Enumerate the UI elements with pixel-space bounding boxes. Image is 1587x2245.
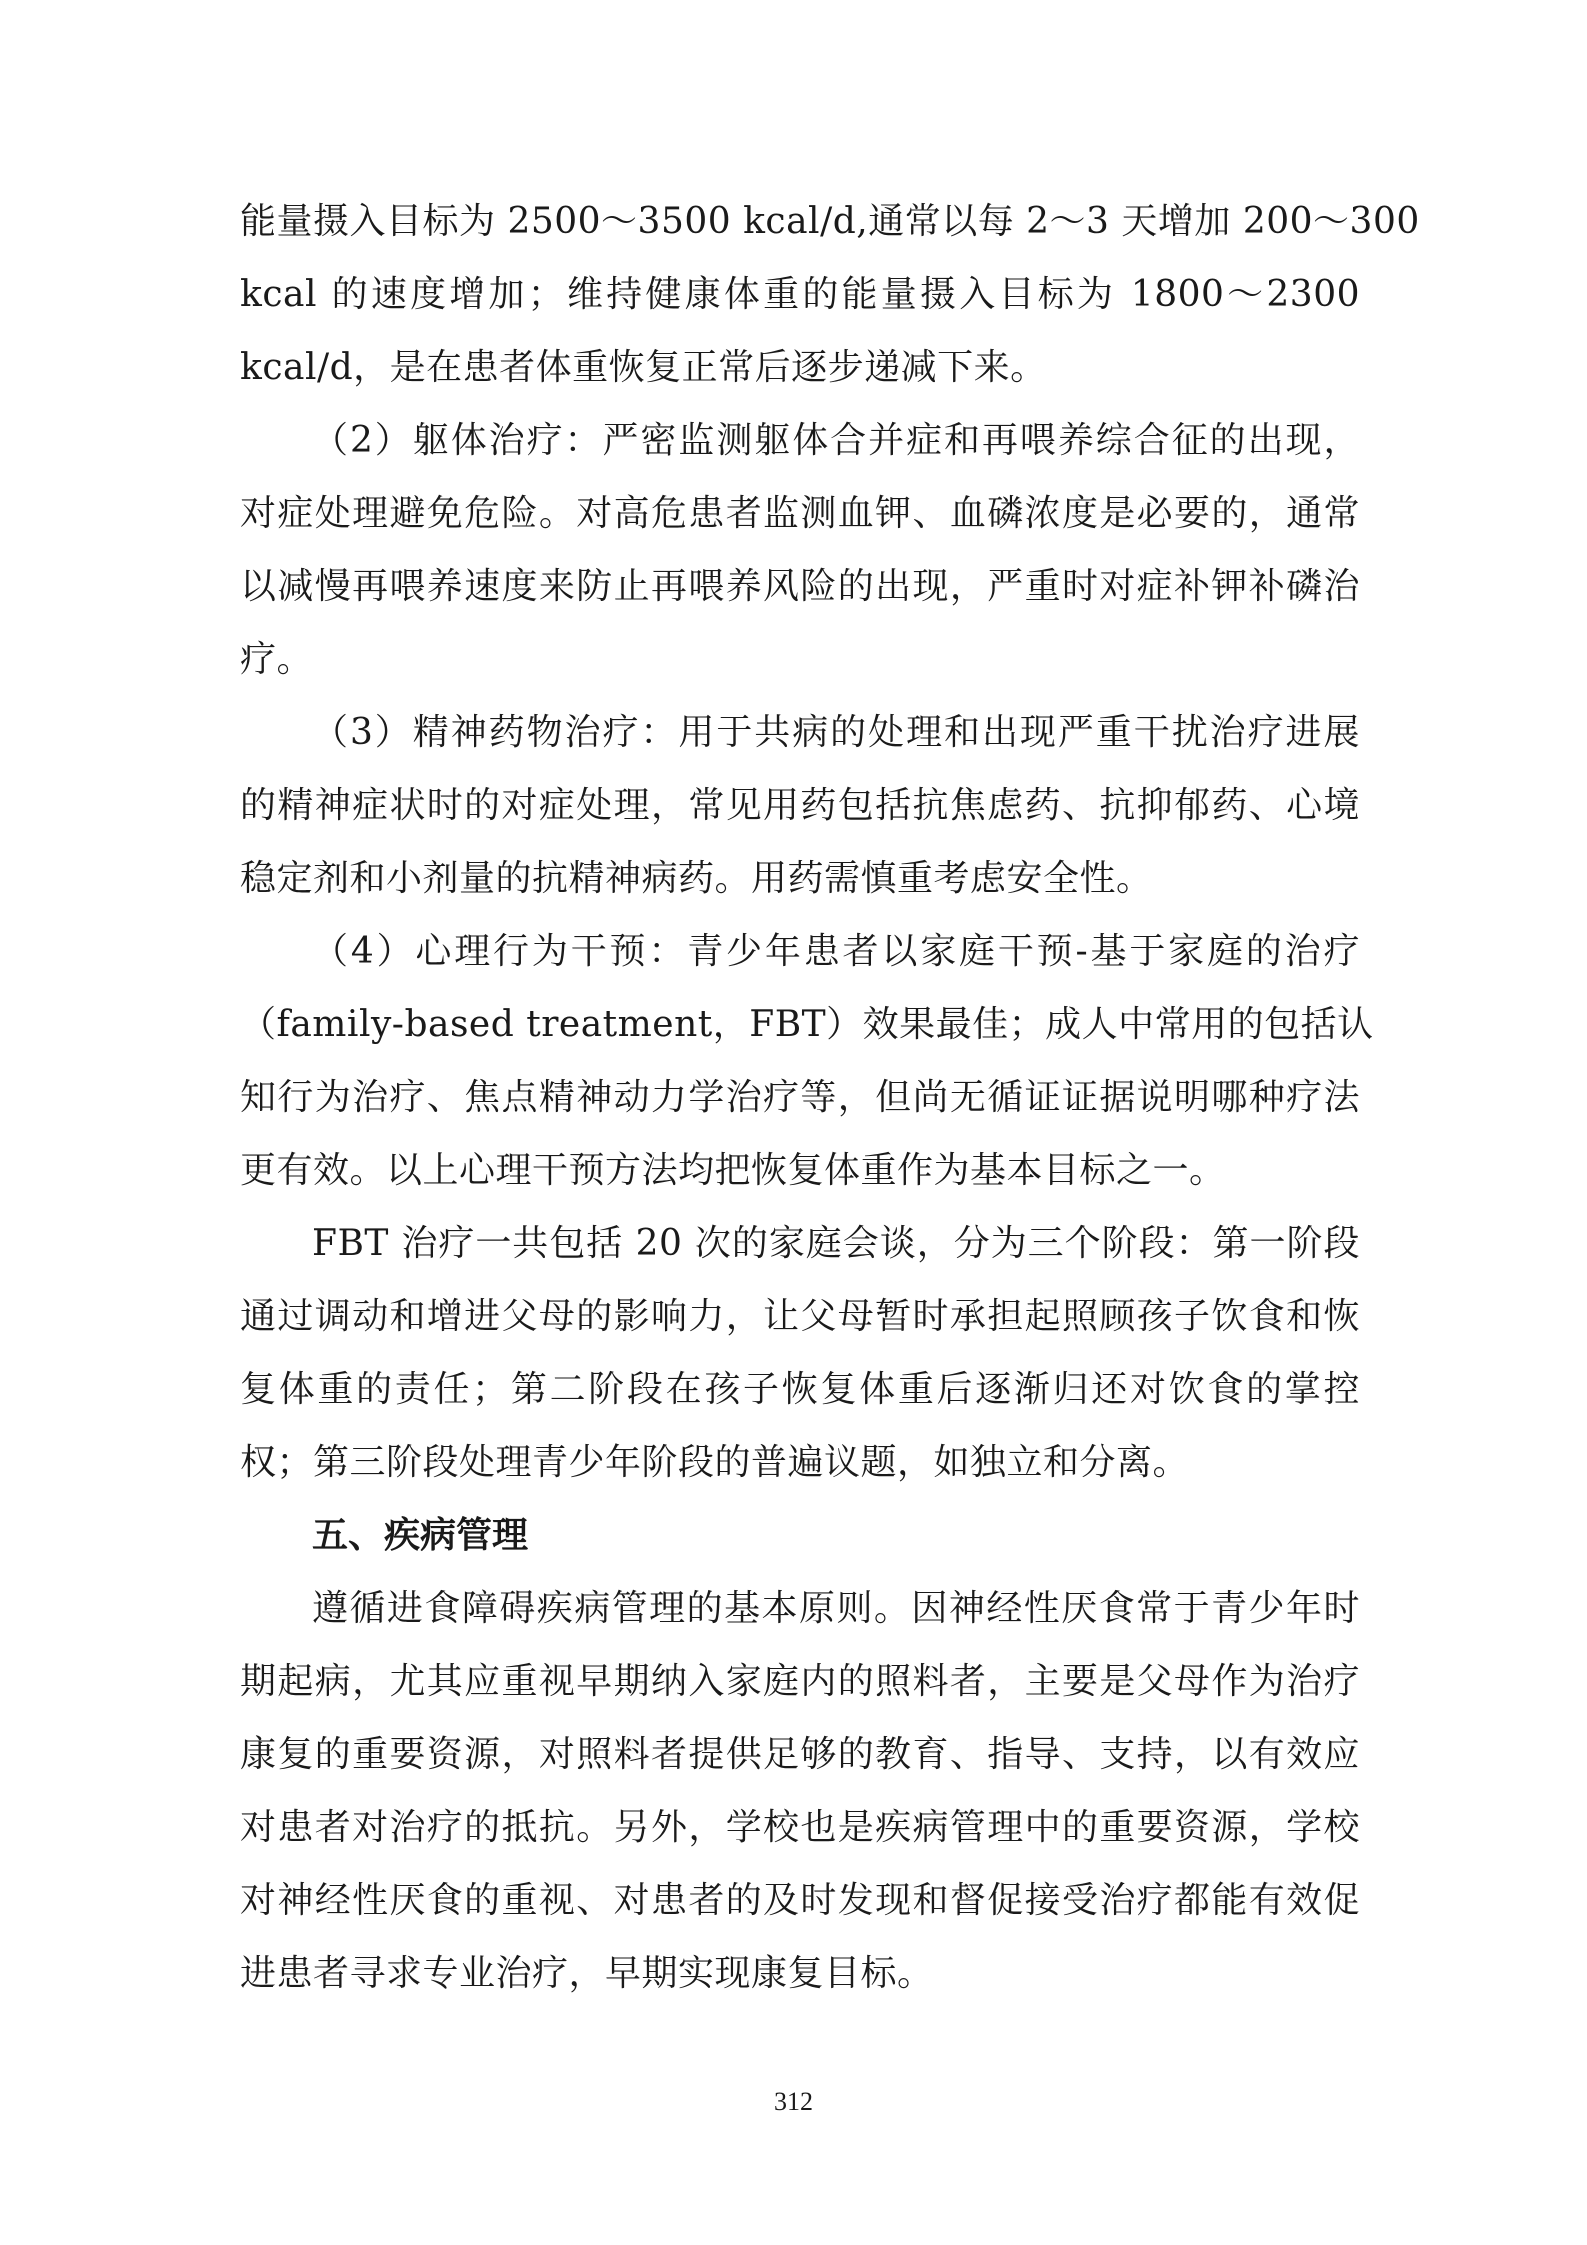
body-line: kcal 的速度增加；维持健康体重的能量摄入目标为 1800～2300 [240,274,1360,315]
body-line: 遵循进食障碍疾病管理的基本原则。因神经性厌食常于青少年时 [312,1588,1360,1629]
body-line: 知行为治疗、焦点精神动力学治疗等，但尚无循证证据说明哪种疗法 [240,1077,1360,1118]
body-line: 通过调动和增进父母的影响力，让父母暂时承担起照顾孩子饮食和恢 [240,1296,1360,1337]
body-line: 康复的重要资源，对照料者提供足够的教育、指导、支持，以有效应 [240,1734,1360,1775]
body-line: 复体重的责任；第二阶段在孩子恢复体重后逐渐归还对饮食的掌控 [240,1369,1360,1410]
body-line: 权；第三阶段处理青少年阶段的普遍议题，如独立和分离。 [240,1442,1190,1483]
body-line: FBT 治疗一共包括 20 次的家庭会谈，分为三个阶段：第一阶段 [312,1223,1360,1264]
body-line: 稳定剂和小剂量的抗精神病药。用药需慎重考虑安全性。 [240,858,1153,899]
body-line: （family-based treatment，FBT）效果最佳；成人中常用的包括认 [240,1004,1374,1045]
body-line: 的精神症状时的对症处理，常见用药包括抗焦虑药、抗抑郁药、心境 [240,785,1360,826]
section-heading: 五、疾病管理 [312,1515,529,1556]
body-line: 能量摄入目标为 2500～3500 kcal/d,通常以每 2～3 天增加 200～300 [240,201,1420,242]
body-line: （3）精神药物治疗：用于共病的处理和出现严重干扰治疗进展 [312,712,1360,753]
body-line: 进患者寻求专业治疗，早期实现康复目标。 [240,1953,934,1994]
body-line: kcal/d，是在患者体重恢复正常后逐步递减下来。 [240,347,1047,388]
page-number: 312 [774,2087,813,2116]
body-line: 对患者对治疗的抵抗。另外，学校也是疾病管理中的重要资源，学校 [240,1807,1360,1848]
body-line: （4）心理行为干预：青少年患者以家庭干预-基于家庭的治疗 [312,931,1360,972]
body-line: 对症处理避免危险。对高危患者监测血钾、血磷浓度是必要的，通常 [240,493,1360,534]
body-line: 疗。 [240,639,314,680]
body-line: 以减慢再喂养速度来防止再喂养风险的出现，严重时对症补钾补磷治 [240,566,1360,607]
body-line: （2）躯体治疗：严密监测躯体合并症和再喂养综合征的出现， [312,420,1360,461]
body-line: 更有效。以上心理干预方法均把恢复体重作为基本目标之一。 [240,1150,1226,1191]
body-line: 期起病，尤其应重视早期纳入家庭内的照料者，主要是父母作为治疗 [240,1661,1360,1702]
body-line: 对神经性厌食的重视、对患者的及时发现和督促接受治疗都能有效促 [240,1880,1360,1921]
